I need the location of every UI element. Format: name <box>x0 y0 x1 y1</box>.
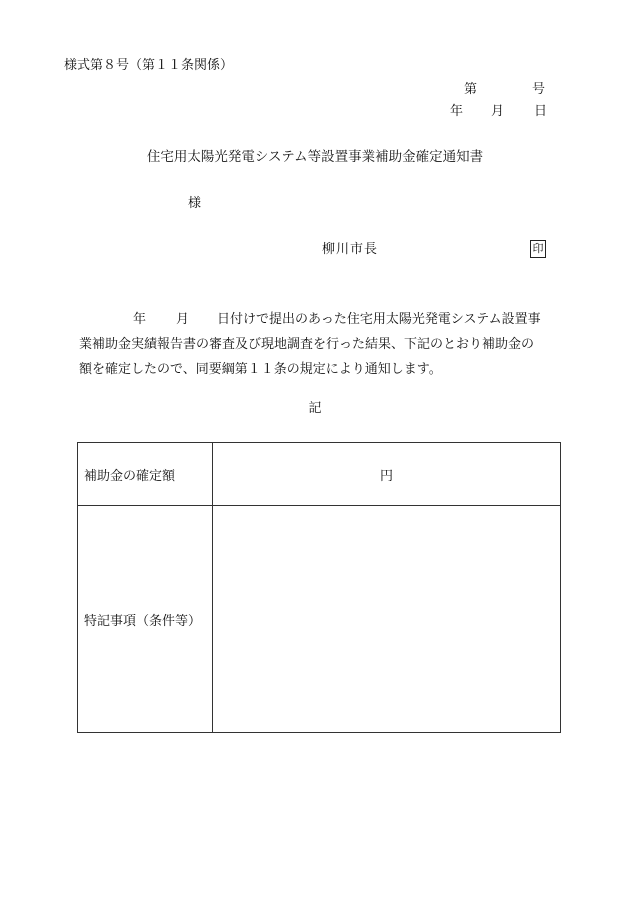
notice-body <box>79 307 563 382</box>
document-title: 住宅用太陽光発電システム等設置事業補助金確定通知書 <box>146 149 484 165</box>
sender-name: 柳川市長 <box>322 242 379 257</box>
date-day: 日 <box>534 104 548 119</box>
date-month: 月 <box>491 104 505 119</box>
document-number-suffix: 号 <box>532 82 546 97</box>
addressee-honorific: 様 <box>188 196 202 211</box>
table-row <box>78 443 561 506</box>
special-notes-label: 特記事項（条件等） <box>78 506 213 733</box>
date-year: 年 <box>450 104 464 119</box>
body-date-month: 月 <box>176 312 190 327</box>
document-number-prefix: 第 <box>464 82 478 97</box>
body-line-2: 業補助金実績報告書の審査及び現地調査を行った結果、下記のとおり補助金の <box>79 337 535 352</box>
form-number-label: 様式第８号（第１１条関係） <box>64 58 234 73</box>
body-line-3: 額を確定したので、同要綱第１１条の規定により通知します。 <box>79 362 442 377</box>
confirmed-amount-value: 円 <box>213 443 561 506</box>
subsidy-detail-table <box>77 442 561 733</box>
seal-mark: 印 <box>530 240 546 258</box>
body-date-year: 年 <box>133 312 147 327</box>
special-notes-value <box>213 506 561 733</box>
body-line-1-text: 日付けで提出のあった住宅用太陽光発電システム設置事 <box>217 312 541 327</box>
body-line-1 <box>79 307 563 332</box>
table-row <box>78 506 561 733</box>
confirmed-amount-label: 補助金の確定額 <box>78 443 213 506</box>
ki-heading: 記 <box>308 401 322 416</box>
